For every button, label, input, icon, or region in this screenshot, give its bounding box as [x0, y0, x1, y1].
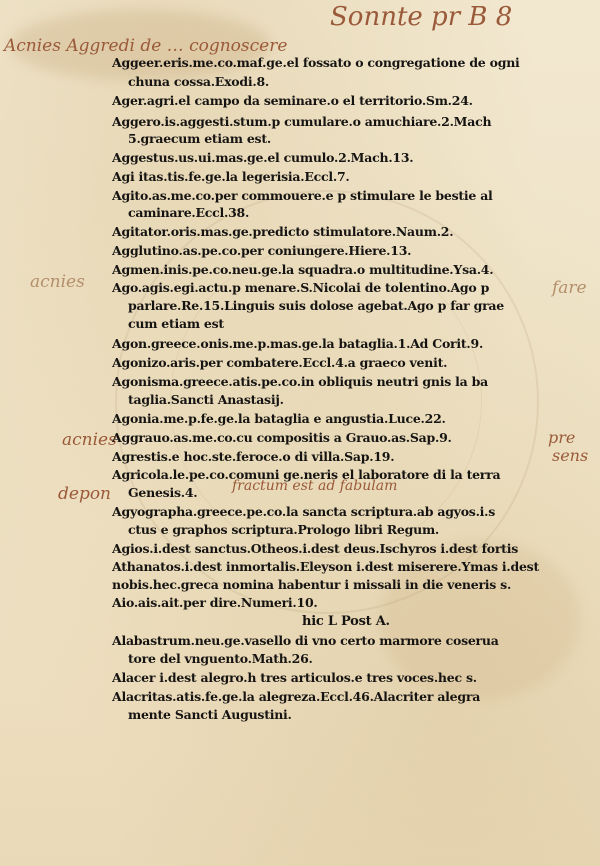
- text-line: Ager.agri.el campo da seminare.o el territorio.Sm.24.: [112, 93, 473, 108]
- marginal-note-left-2: acnies: [62, 430, 117, 450]
- text-line: mente Sancti Augustini.: [128, 707, 292, 722]
- section-heading: hic L Post A.: [302, 614, 390, 629]
- marginal-note-left-3: depon: [58, 484, 112, 504]
- text-line: Agios.i.dest sanctus.Otheos.i.dest deus.Ischyros i.dest fortis: [112, 541, 518, 556]
- text-line: Alacer i.dest alegro.h tres articulos.e tres voces.hec s.: [112, 670, 477, 685]
- text-line: cum etiam est: [128, 316, 224, 331]
- text-line: Agonizo.aris.per combatere.Eccl.4.a graeco venit.: [112, 355, 448, 370]
- text-line: caminare.Eccl.38.: [128, 205, 250, 220]
- text-line: Alabastrum.neu.ge.vasello di vno certo marmore coserua: [112, 633, 499, 648]
- text-line: tore del vnguento.Math.26.: [128, 651, 313, 666]
- text-line: chuna cossa.Exodi.8.: [128, 74, 270, 89]
- text-line: ctus e graphos scriptura.Prologo libri Regum.: [128, 522, 440, 537]
- text-line: Aio.ais.ait.per dire.Numeri.10.: [112, 595, 318, 610]
- text-line: Genesis.4.: [128, 485, 198, 500]
- text-line: Athanatos.i.dest inmortalis.Eleyson i.dest miserere.Ymas i.dest: [112, 559, 539, 574]
- text-line: Agmen.inis.pe.co.neu.ge.la squadra.o multitudine.Ysa.4.: [112, 262, 494, 277]
- text-line: Agito.as.me.co.per commouere.e p stimulare le bestie al: [112, 188, 493, 203]
- text-line: Aggrauo.as.me.co.cu compositis a Grauo.as.Sap.9.: [112, 430, 452, 445]
- text-line: Ago.agis.egi.actu.p menare.S.Nicolai de tolentino.Ago p: [112, 280, 490, 295]
- text-line: Agonia.me.p.fe.ge.la bataglia e angustia.Luce.22.: [112, 411, 446, 426]
- marginal-note-interlinear: fractum est ad fabulam: [232, 478, 398, 494]
- text-line: Agglutino.as.pe.co.per coniungere.Hiere.13.: [112, 243, 412, 258]
- marginal-note-right-1: fare: [552, 278, 587, 298]
- text-line: nobis.hec.greca nomina habentur i missali in die veneris s.: [112, 577, 512, 592]
- text-line: Agricola.le.pe.co.comuni ge.neris el laboratore di la terra: [112, 467, 501, 482]
- text-line: Alacritas.atis.fe.ge.la alegreza.Eccl.46.Alacriter alegra: [112, 689, 481, 704]
- text-line: 5.graecum etiam est.: [128, 131, 271, 146]
- marginal-note-top-right: Sonnte pr B 8: [330, 2, 513, 32]
- text-line: Agrestis.e hoc.ste.feroce.o di villa.Sap.19.: [112, 449, 395, 464]
- text-line: Agon.greece.onis.me.p.mas.ge.la bataglia.1.Ad Corit.9.: [112, 336, 484, 351]
- marginal-note-right-2b: sens: [552, 446, 589, 465]
- text-line: Agyographa.greece.pe.co.la sancta scriptura.ab agyos.i.s: [112, 504, 496, 519]
- marginal-note-right-2a: pre: [548, 428, 576, 447]
- text-line: Aggero.is.aggesti.stum.p cumulare.o amuchiare.2.Mach: [112, 114, 492, 129]
- marginal-note-top-left: Acnies Aggredi de … cognoscere: [4, 36, 288, 56]
- marginal-note-left-1: acnies: [30, 272, 85, 292]
- text-line: Agitator.oris.mas.ge.predicto stimulatore.Naum.2.: [112, 224, 454, 239]
- text-line: Agi itas.tis.fe.ge.la legerisia.Eccl.7.: [112, 169, 350, 184]
- text-line: Agonisma.greece.atis.pe.co.in obliquis neutri gnis la ba: [112, 374, 488, 389]
- text-line: Aggeer.eris.me.co.maf.ge.el fossato o congregatione de ogni: [112, 55, 520, 70]
- text-line: parlare.Re.15.Linguis suis dolose agebat.Ago p far grae: [128, 298, 504, 313]
- text-line: taglia.Sancti Anastasij.: [128, 392, 284, 407]
- text-line: Aggestus.us.ui.mas.ge.el cumulo.2.Mach.13.: [112, 150, 414, 165]
